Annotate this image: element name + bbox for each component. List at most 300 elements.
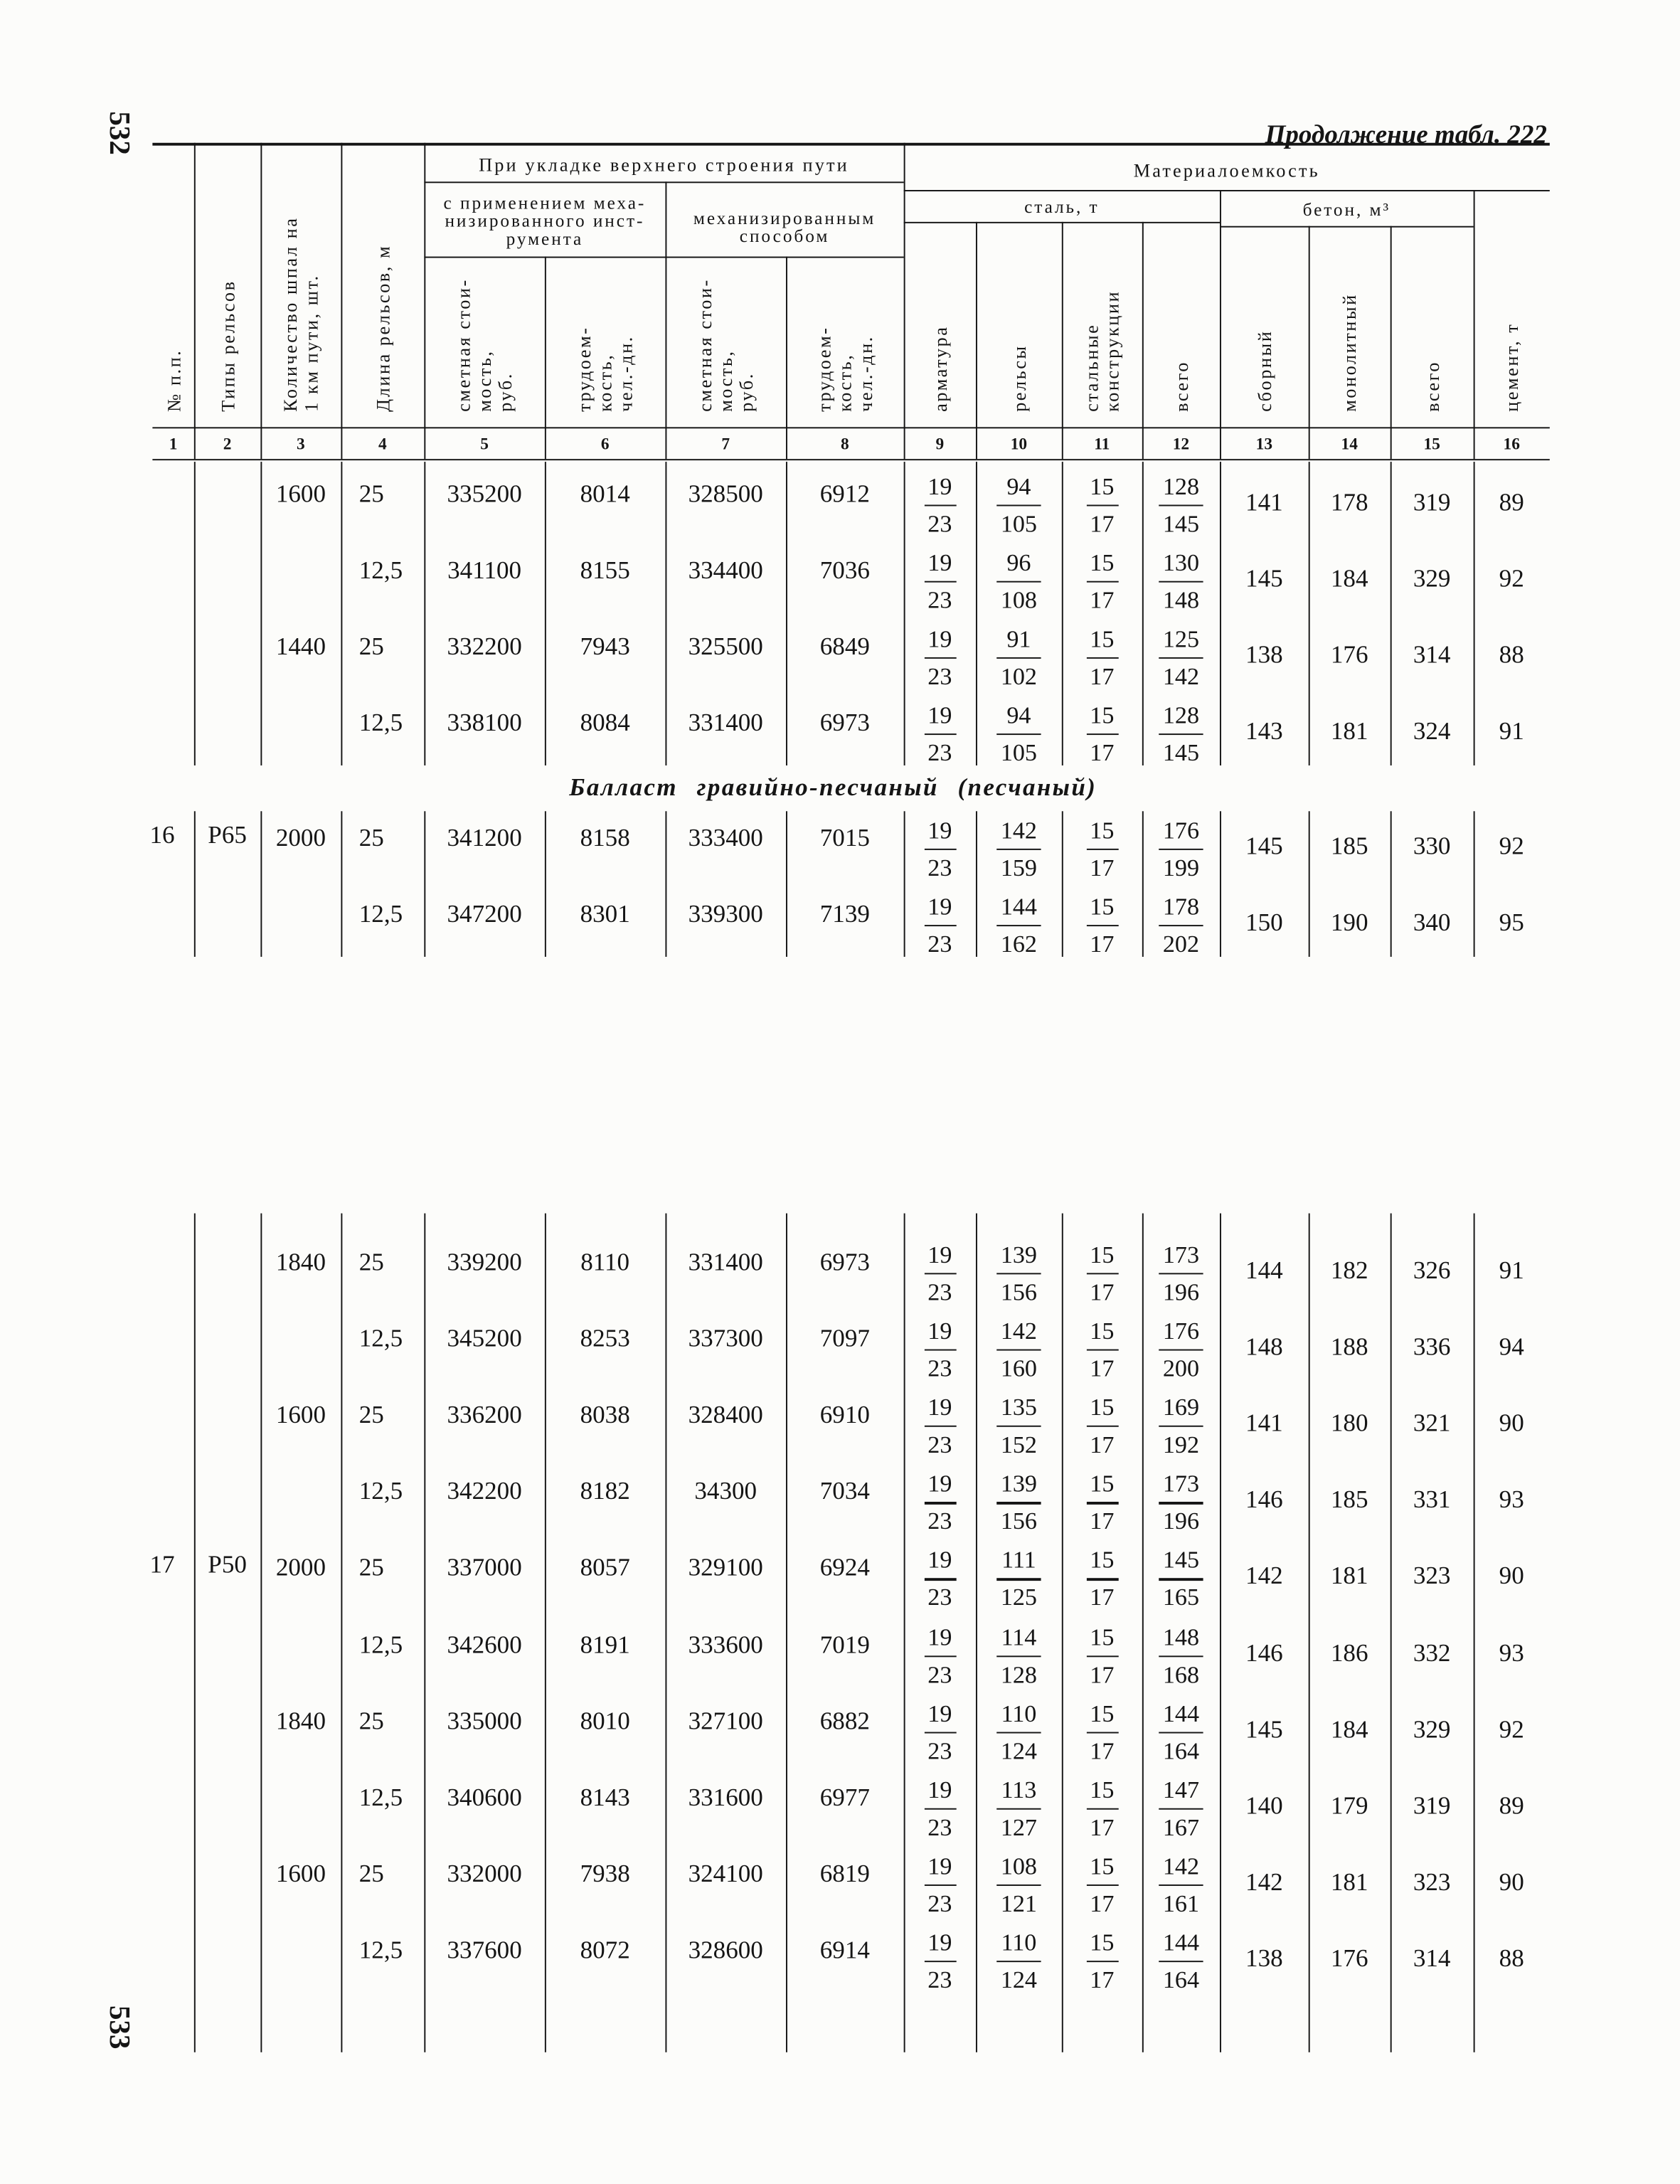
cell-cost-mech: 334400	[688, 556, 763, 584]
cell-steel-structures-numerator: 15	[1090, 1393, 1115, 1421]
col-header-line: чел.-дн.	[855, 335, 876, 412]
cell-rails-denominator: 127	[1000, 1812, 1037, 1840]
cell-monolithic: 181	[1330, 716, 1368, 745]
fraction-bar	[996, 1273, 1041, 1275]
fraction-bar	[924, 733, 956, 736]
cell-number: 17	[149, 1550, 175, 1579]
cell-sleepers: 1600	[275, 479, 326, 508]
table-rule	[976, 462, 978, 765]
col-header-precast	[1254, 330, 1275, 412]
col-header-sleepers	[280, 217, 321, 412]
table-rule	[1220, 1214, 1222, 2052]
header-group-materials: Материалоемкость	[1133, 160, 1320, 181]
cell-labor-mech: 6912	[819, 479, 870, 508]
table-rule	[665, 1214, 667, 2052]
table-rule	[260, 462, 262, 765]
fraction-bar	[1086, 1273, 1118, 1275]
cell-steel-structures-numerator: 15	[1090, 1928, 1115, 1956]
fraction-bar	[1086, 1350, 1118, 1352]
cell-labor-tool: 7943	[580, 632, 630, 660]
cell-labor-tool: 8110	[580, 1248, 630, 1276]
cell-cost-mech: 34300	[694, 1477, 757, 1505]
cell-precast: 138	[1245, 640, 1283, 669]
col-header-line: Длина рельсов, м	[372, 244, 393, 412]
table-rule	[260, 1214, 262, 2052]
cell-precast: 142	[1245, 1562, 1283, 1590]
col-header-line: монолитный	[1339, 293, 1360, 412]
cell-steel-total-denominator: 199	[1162, 853, 1199, 881]
cell-rebar-denominator: 23	[927, 1354, 952, 1382]
cell-steel-total-denominator: 145	[1162, 738, 1199, 766]
cell-rebar-denominator: 23	[927, 1507, 952, 1535]
header-concrete: бетон, м³	[1302, 198, 1391, 220]
cell-steel-structures-numerator: 15	[1090, 548, 1115, 576]
cell-labor-mech: 7097	[819, 1324, 870, 1352]
table-rule	[1474, 190, 1476, 459]
fraction-bar	[996, 1732, 1041, 1734]
cell-steel-structures-denominator: 17	[1090, 1965, 1115, 1993]
column-number: 1	[169, 434, 178, 454]
cell-precast: 142	[1245, 1867, 1283, 1896]
col-header-line: № п.п.	[162, 349, 184, 412]
fraction-bar	[924, 1885, 956, 1887]
cell-rail-length: 12,5	[358, 1630, 403, 1658]
table-rule	[665, 462, 667, 765]
col-header-line: руб.	[735, 372, 757, 412]
cell-rail-type: Р65	[208, 820, 247, 849]
cell-steel-total-numerator: 128	[1162, 472, 1199, 500]
table-rule	[194, 811, 196, 957]
fraction-bar	[1159, 1732, 1203, 1734]
table-rule	[194, 143, 196, 459]
cell-number: 16	[149, 820, 175, 849]
cell-precast: 140	[1245, 1791, 1283, 1819]
cell-cost-mech: 324100	[688, 1859, 763, 1887]
cell-rebar-numerator: 19	[927, 1316, 952, 1345]
cell-rebar-denominator: 23	[927, 585, 952, 614]
cell-concrete-total: 314	[1413, 640, 1451, 669]
col-header-cement	[1501, 323, 1522, 412]
cell-sleepers: 1440	[275, 632, 326, 660]
cell-cost-mech: 328600	[688, 1935, 763, 1963]
cell-steel-structures-denominator: 17	[1090, 1430, 1115, 1458]
cell-steel-total-numerator: 176	[1162, 1316, 1199, 1345]
cell-rail-length: 12,5	[358, 1477, 403, 1505]
cell-concrete-total: 340	[1413, 908, 1451, 936]
cell-steel-total-numerator: 178	[1162, 892, 1199, 921]
cell-steel-structures-numerator: 15	[1090, 1698, 1115, 1727]
section-subtitle: Балласт гравийно-песчаный (песчаный)	[569, 773, 1097, 801]
cell-rails-numerator: 110	[1001, 1928, 1037, 1956]
cell-steel-structures-denominator: 17	[1090, 1583, 1115, 1611]
table-rule	[424, 257, 903, 259]
cell-rebar-numerator: 19	[927, 892, 952, 921]
col-header-line: трудоем-	[813, 326, 835, 412]
fraction-bar	[1086, 1426, 1118, 1428]
cell-rebar-numerator: 19	[927, 1928, 952, 1956]
fraction-bar	[1159, 1655, 1203, 1657]
cell-precast: 145	[1245, 564, 1283, 593]
fraction-bar	[996, 505, 1041, 507]
cell-steel-structures-numerator: 15	[1090, 1622, 1115, 1650]
cell-rail-length: 12,5	[358, 900, 403, 928]
cell-labor-mech: 6882	[819, 1706, 870, 1734]
cell-cement: 90	[1499, 1562, 1524, 1590]
cell-labor-tool: 8038	[580, 1401, 630, 1429]
fraction-bar	[1086, 849, 1118, 851]
cell-rails-denominator: 105	[1000, 738, 1037, 766]
cell-steel-total-denominator: 168	[1162, 1660, 1199, 1688]
cell-rail-length: 25	[358, 1553, 384, 1581]
cell-steel-total-denominator: 161	[1162, 1889, 1199, 1917]
cell-rails-denominator: 156	[1000, 1278, 1037, 1306]
cell-rebar-denominator: 23	[927, 509, 952, 538]
cell-precast: 143	[1245, 716, 1283, 745]
fraction-bar	[1159, 1273, 1203, 1275]
cell-rails-numerator: 142	[1000, 816, 1037, 844]
cell-cost-tool: 332200	[447, 632, 522, 660]
table-rule	[341, 462, 343, 765]
cell-cement: 89	[1499, 1791, 1524, 1819]
col-header-rail-length	[372, 245, 393, 412]
cell-monolithic: 186	[1330, 1638, 1368, 1666]
cell-cost-mech: 329100	[688, 1553, 763, 1581]
cell-steel-structures-numerator: 15	[1090, 1546, 1115, 1574]
table-rule	[424, 1214, 426, 2052]
cell-monolithic: 184	[1330, 564, 1368, 593]
cell-steel-structures-numerator: 15	[1090, 1851, 1115, 1880]
cell-labor-tool: 8253	[580, 1324, 630, 1352]
cell-concrete-total: 329	[1413, 1714, 1451, 1743]
cell-steel-total-denominator: 196	[1162, 1507, 1199, 1535]
cell-sleepers: 1600	[275, 1859, 326, 1887]
cell-cost-tool: 338100	[447, 709, 522, 737]
cell-steel-total-denominator: 164	[1162, 1736, 1199, 1764]
cell-rebar-numerator: 19	[927, 548, 952, 576]
col-header-line: мость,	[474, 349, 495, 412]
cell-rail-length: 12,5	[358, 556, 403, 584]
cell-rails-denominator: 124	[1000, 1736, 1037, 1764]
col-header-number	[163, 349, 184, 412]
cell-rebar-denominator: 23	[927, 1278, 952, 1306]
cell-precast: 148	[1245, 1332, 1283, 1361]
table-rule	[424, 143, 426, 459]
table-rule	[194, 1214, 196, 2052]
cell-rebar-numerator: 19	[927, 1775, 952, 1803]
cell-cost-tool: 341200	[447, 823, 522, 852]
col-header-line: сметная стои-	[453, 278, 474, 412]
cell-concrete-total: 319	[1413, 488, 1451, 516]
fraction-bar	[1086, 1655, 1118, 1657]
cell-cost-tool: 335000	[447, 1706, 522, 1734]
fraction-bar	[1159, 1350, 1203, 1352]
fraction-bar	[1159, 1885, 1203, 1887]
cell-concrete-total: 336	[1413, 1332, 1451, 1361]
table-rule	[545, 811, 547, 957]
column-number: 4	[378, 434, 387, 454]
cell-labor-mech: 6914	[819, 1935, 870, 1963]
table-rule	[904, 811, 906, 957]
cell-concrete-total: 314	[1413, 1944, 1451, 1972]
cell-rail-length: 25	[358, 1706, 384, 1734]
column-number: 5	[480, 434, 489, 454]
cell-monolithic: 184	[1330, 1714, 1368, 1743]
cell-cost-mech: 328400	[688, 1401, 763, 1429]
column-number: 3	[297, 434, 305, 454]
column-number: 2	[223, 434, 232, 454]
cell-steel-structures-numerator: 15	[1090, 892, 1115, 921]
page-number-top: 532	[103, 111, 137, 155]
column-number: 13	[1255, 434, 1273, 454]
table-rule	[1062, 811, 1064, 957]
cell-rail-length: 25	[358, 823, 384, 852]
cell-labor-tool: 8182	[580, 1477, 630, 1505]
cell-monolithic: 176	[1330, 640, 1368, 669]
fraction-bar	[996, 1426, 1041, 1428]
cell-rail-length: 25	[358, 632, 384, 660]
cell-precast: 144	[1245, 1256, 1283, 1284]
table-rule	[786, 811, 788, 957]
table-rule	[1309, 226, 1311, 459]
cell-cost-tool: 332000	[447, 1859, 522, 1887]
table-rule	[1391, 1214, 1393, 2052]
column-number: 9	[935, 434, 945, 454]
cell-rail-type: Р50	[208, 1550, 247, 1579]
cell-steel-total-denominator: 200	[1162, 1354, 1199, 1382]
cell-rebar-denominator: 23	[927, 1583, 952, 1611]
col-header-rebar	[930, 326, 950, 412]
cell-cost-tool: 336200	[447, 1401, 522, 1429]
fraction-bar	[1086, 581, 1118, 583]
cell-rails-denominator: 105	[1000, 509, 1037, 538]
cell-cost-tool: 339200	[447, 1248, 522, 1276]
cell-monolithic: 180	[1330, 1409, 1368, 1437]
cell-rails-denominator: 108	[1000, 585, 1037, 614]
column-number: 10	[1010, 434, 1028, 454]
col-header-labor-mech	[814, 327, 876, 412]
cell-steel-structures-numerator: 15	[1090, 1316, 1115, 1345]
cell-rebar-denominator: 23	[927, 1736, 952, 1764]
cell-rebar-numerator: 19	[927, 472, 952, 500]
fraction-bar	[996, 733, 1041, 736]
cell-labor-tool: 8155	[580, 556, 630, 584]
cell-steel-structures-denominator: 17	[1090, 1736, 1115, 1764]
fraction-bar	[1086, 505, 1118, 507]
column-number: 11	[1094, 434, 1110, 454]
cell-steel-total-denominator: 202	[1162, 929, 1199, 958]
cell-concrete-total: 329	[1413, 564, 1451, 593]
cell-rails-numerator: 111	[1001, 1546, 1036, 1574]
cell-rail-length: 12,5	[358, 1783, 403, 1811]
cell-rails-numerator: 135	[1000, 1393, 1037, 1421]
table-rule	[1391, 811, 1393, 957]
fraction-bar	[996, 1350, 1041, 1352]
col-header-line: рельсы	[1008, 344, 1030, 412]
cell-steel-structures-denominator: 17	[1090, 1660, 1115, 1688]
cell-cost-mech: 331400	[688, 1248, 763, 1276]
cell-rebar-numerator: 19	[927, 625, 952, 653]
cell-rebar-denominator: 23	[927, 929, 952, 958]
cell-rail-length: 25	[358, 1401, 384, 1429]
cell-rails-numerator: 110	[1001, 1698, 1037, 1727]
cell-sleepers: 1840	[275, 1706, 326, 1734]
cell-rail-length: 12,5	[358, 709, 403, 737]
cell-steel-structures-denominator: 17	[1090, 509, 1115, 538]
cell-cement: 92	[1499, 564, 1524, 593]
fraction-bar	[924, 1655, 956, 1657]
cell-rebar-denominator: 23	[927, 853, 952, 881]
cell-cement: 92	[1499, 832, 1524, 860]
header-line: румента	[506, 228, 584, 249]
cell-labor-tool: 8010	[580, 1706, 630, 1734]
col-header-labor-tool	[574, 327, 637, 412]
cell-cement: 95	[1499, 908, 1524, 936]
cell-cost-mech: 339300	[688, 900, 763, 928]
cell-cost-mech: 337300	[688, 1324, 763, 1352]
table-rule	[1309, 811, 1311, 957]
cell-labor-tool: 8158	[580, 823, 630, 852]
cell-labor-mech: 6819	[819, 1859, 870, 1887]
cell-labor-mech: 6977	[819, 1783, 870, 1811]
fraction-bar	[924, 1579, 956, 1581]
cell-precast: 138	[1245, 1944, 1283, 1972]
table-rule	[260, 811, 262, 957]
cell-rail-length: 25	[358, 479, 384, 508]
cell-labor-tool: 7938	[580, 1859, 630, 1887]
col-header-cost-tool	[453, 278, 516, 412]
cell-sleepers: 2000	[275, 1553, 326, 1581]
column-number: 16	[1503, 434, 1520, 454]
col-header-line: чел.-дн.	[615, 335, 637, 412]
column-number: 14	[1341, 434, 1358, 454]
cell-precast: 150	[1245, 908, 1283, 936]
cell-rebar-denominator: 23	[927, 1660, 952, 1688]
cell-labor-mech: 6910	[819, 1401, 870, 1429]
fraction-bar	[1086, 1885, 1118, 1887]
cell-steel-total-denominator: 165	[1162, 1583, 1199, 1611]
cell-steel-total-numerator: 147	[1162, 1775, 1199, 1803]
table-rule	[1309, 462, 1311, 765]
cell-steel-structures-numerator: 15	[1090, 625, 1115, 653]
cell-labor-mech: 6849	[819, 632, 870, 660]
cell-monolithic: 176	[1330, 1944, 1368, 1972]
table-rule	[786, 1214, 788, 2052]
cell-concrete-total: 330	[1413, 832, 1451, 860]
table-rule	[904, 190, 1550, 192]
fraction-bar	[924, 505, 956, 507]
cell-monolithic: 179	[1330, 1791, 1368, 1819]
cell-precast: 141	[1245, 1409, 1283, 1437]
cell-cost-tool: 340600	[447, 1783, 522, 1811]
fraction-bar	[1086, 1808, 1118, 1810]
fraction-bar	[996, 849, 1041, 851]
table-rule	[1309, 1214, 1311, 2052]
cell-steel-total-denominator: 164	[1162, 1965, 1199, 1993]
col-header-line: цемент, т	[1501, 322, 1522, 412]
cell-cost-tool: 337000	[447, 1553, 522, 1581]
col-header-line: кость,	[595, 353, 616, 412]
cell-steel-structures-denominator: 17	[1090, 662, 1115, 690]
table-rule	[260, 143, 262, 459]
fraction-bar	[996, 581, 1041, 583]
cell-steel-total-numerator: 144	[1162, 1928, 1199, 1956]
cell-rails-numerator: 114	[1001, 1622, 1037, 1650]
fraction-bar	[996, 1808, 1041, 1810]
table-rule	[904, 143, 906, 459]
fraction-bar	[1159, 1426, 1203, 1428]
col-header-concrete-total	[1422, 361, 1442, 412]
cell-labor-mech: 7015	[819, 823, 870, 852]
cell-rails-numerator: 142	[1000, 1316, 1037, 1345]
cell-cost-mech: 333600	[688, 1630, 763, 1658]
cell-cement: 88	[1499, 640, 1524, 669]
cell-rebar-denominator: 23	[927, 1812, 952, 1840]
cell-steel-total-numerator: 144	[1162, 1698, 1199, 1727]
cell-monolithic: 190	[1330, 908, 1368, 936]
table-rule	[1062, 1214, 1064, 2052]
cell-cost-tool: 341100	[447, 556, 522, 584]
table-caption: Продолжение табл. 222	[1265, 120, 1547, 150]
col-header-rail-type	[217, 280, 238, 411]
cell-precast: 145	[1245, 832, 1283, 860]
fraction-bar	[996, 1961, 1041, 1963]
table-rule	[1474, 811, 1476, 957]
cell-rails-denominator: 156	[1000, 1507, 1037, 1535]
cell-concrete-total: 323	[1413, 1867, 1451, 1896]
fraction-bar	[996, 1885, 1041, 1887]
col-header-line: 1 км пути, шт.	[300, 274, 322, 412]
cell-rails-numerator: 139	[1000, 1469, 1037, 1497]
fraction-bar	[924, 657, 956, 659]
fraction-bar	[1159, 505, 1203, 507]
table-rule	[1474, 1214, 1476, 2052]
table-rule	[424, 811, 426, 957]
cell-cost-tool: 347200	[447, 900, 522, 928]
table-rule	[976, 222, 978, 459]
table-rule	[424, 462, 426, 765]
cell-rails-denominator: 102	[1000, 662, 1037, 690]
cell-cement: 93	[1499, 1638, 1524, 1666]
cell-rebar-denominator: 23	[927, 1889, 952, 1917]
cell-steel-structures-numerator: 15	[1090, 1469, 1115, 1497]
cell-rails-denominator: 162	[1000, 929, 1037, 958]
cell-rail-length: 12,5	[358, 1935, 403, 1963]
cell-labor-mech: 6924	[819, 1553, 870, 1581]
cell-cement: 91	[1499, 1256, 1524, 1284]
col-header-line: всего	[1421, 360, 1442, 412]
col-header-monolithic	[1339, 293, 1360, 412]
table-rule	[1062, 462, 1064, 765]
table-rule	[665, 811, 667, 957]
cell-rebar-numerator: 19	[927, 1469, 952, 1497]
cell-steel-structures-denominator: 17	[1090, 1812, 1115, 1840]
cell-labor-tool: 8057	[580, 1553, 630, 1581]
table-rule	[1142, 222, 1144, 459]
cell-rail-length: 12,5	[358, 1324, 403, 1352]
cell-rebar-denominator: 23	[927, 738, 952, 766]
cell-cement: 90	[1499, 1409, 1524, 1437]
cell-steel-structures-denominator: 17	[1090, 929, 1115, 958]
table-rule	[1142, 811, 1144, 957]
cell-steel-structures-denominator: 17	[1090, 1354, 1115, 1382]
cell-monolithic: 182	[1330, 1256, 1368, 1284]
table-rule	[786, 462, 788, 765]
cell-labor-tool: 8072	[580, 1935, 630, 1963]
fraction-bar	[924, 1502, 956, 1505]
cell-rails-numerator: 113	[1001, 1775, 1037, 1803]
fraction-bar	[996, 1579, 1041, 1581]
cell-steel-structures-numerator: 15	[1090, 1775, 1115, 1803]
